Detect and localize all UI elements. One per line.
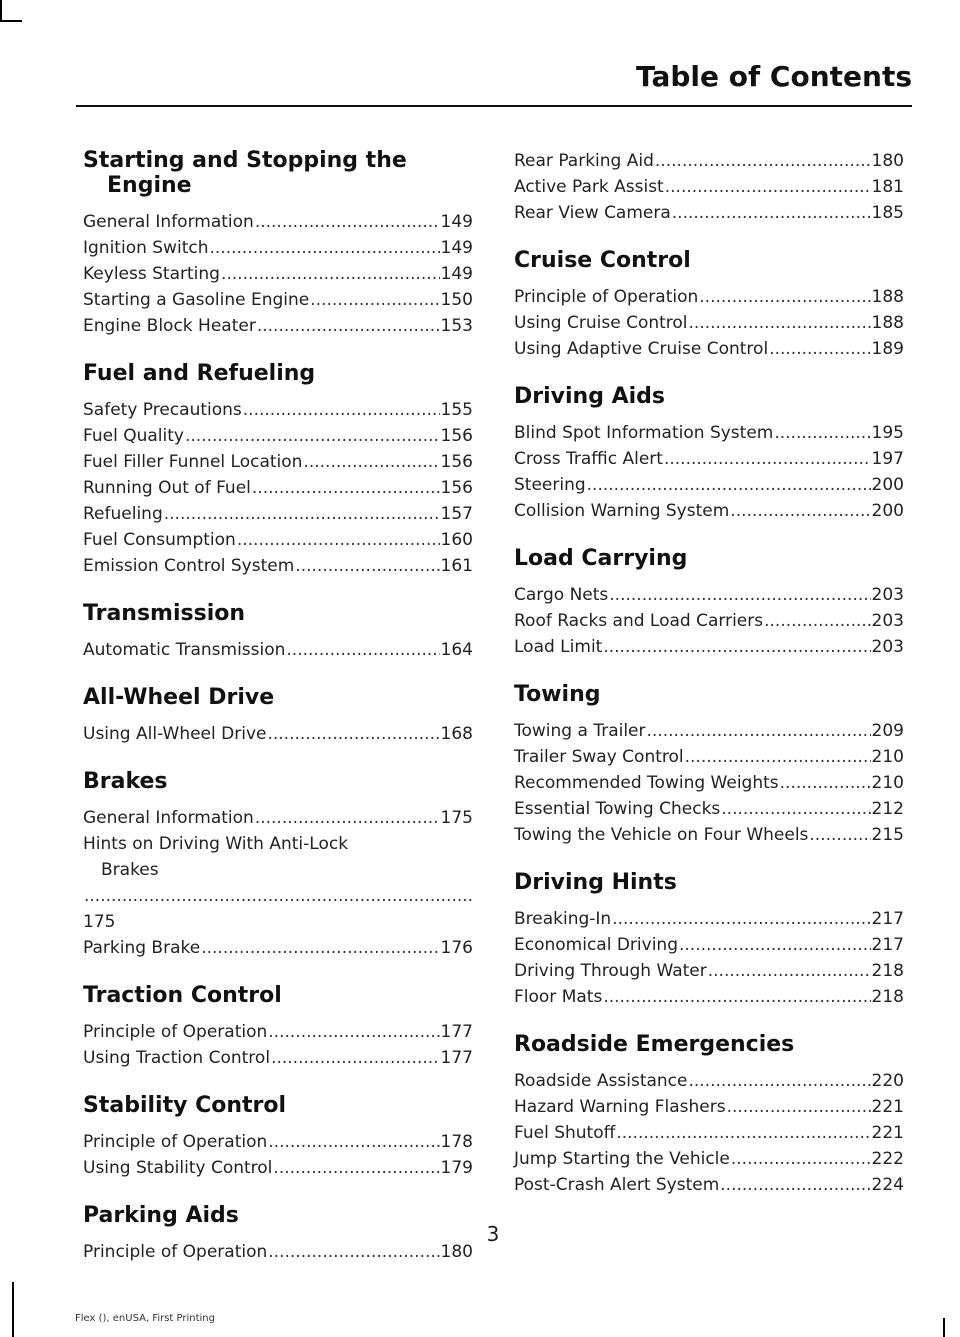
leader-dots <box>699 284 870 310</box>
entry-title: Fuel Filler Funnel Location <box>83 452 303 472</box>
entry-page: 203 <box>871 611 904 631</box>
leader-dots <box>609 582 870 608</box>
toc-section <box>514 1032 904 1198</box>
entry-page: 218 <box>871 987 904 1007</box>
entry-title: Using Adaptive Cruise Control <box>514 339 769 359</box>
leader-dots <box>664 446 871 472</box>
entry-title: General Information <box>83 212 254 232</box>
section-heading: Driving Aids <box>514 384 666 409</box>
entry-title: Towing the Vehicle on Four Wheels <box>514 825 809 845</box>
entry-title: Running Out of Fuel <box>83 478 251 498</box>
entry-page: 179 <box>440 1158 473 1178</box>
entry-title: Hints on Driving With Anti-Lock <box>83 834 349 854</box>
toc-entry[interactable] <box>83 423 473 449</box>
entry-title: Blind Spot Information System <box>514 423 774 443</box>
entry-title: Roof Racks and Load Carriers <box>514 611 764 631</box>
toc-section <box>83 148 473 339</box>
toc-entry[interactable] <box>514 336 904 362</box>
entry-title: Safety Precautions <box>83 400 242 420</box>
entry-page: 180 <box>440 1242 473 1262</box>
toc-entry[interactable] <box>83 1155 473 1181</box>
entry-page: 224 <box>871 1175 904 1195</box>
toc-entry[interactable] <box>514 770 904 796</box>
leader-dots <box>273 1155 439 1181</box>
entry-title: General Information <box>83 808 254 828</box>
section-heading: Starting and Stopping the Engine <box>83 148 407 198</box>
toc-entry[interactable] <box>83 1045 473 1071</box>
toc-entry[interactable] <box>514 744 904 770</box>
crop-mark-bottom-left-v <box>12 1282 14 1337</box>
leader-dots <box>201 935 439 961</box>
leader-dots <box>268 1129 439 1155</box>
entry-title: Trailer Sway Control <box>514 747 684 767</box>
toc-entry[interactable] <box>83 553 473 579</box>
toc-entry[interactable] <box>83 261 473 287</box>
toc-entry[interactable] <box>83 805 473 831</box>
entry-page: 176 <box>440 938 473 958</box>
entry-page: 178 <box>440 1132 473 1152</box>
entry-title: Driving Through Water <box>514 961 707 981</box>
entry-page: 217 <box>871 935 904 955</box>
entry-page: 164 <box>440 640 473 660</box>
entry-title: Emission Control System <box>83 556 295 576</box>
toc-section <box>83 601 473 663</box>
entry-page: 200 <box>871 475 904 495</box>
leader-dots <box>647 718 871 744</box>
entry-title: Rear Parking Aid <box>514 151 654 171</box>
entry-page: 185 <box>871 203 904 223</box>
toc-entry[interactable] <box>83 935 473 961</box>
leader-dots <box>665 174 871 200</box>
entry-title: Cross Traffic Alert <box>514 449 663 469</box>
entry-page: 155 <box>440 400 473 420</box>
toc-section <box>83 361 473 579</box>
entry-page: 200 <box>871 501 904 521</box>
entry-page: 149 <box>440 264 473 284</box>
entry-title: Economical Driving <box>514 935 678 955</box>
entry-page: 156 <box>440 478 473 498</box>
entry-page: 160 <box>440 530 473 550</box>
entry-page: 221 <box>871 1097 904 1117</box>
leader-dots <box>655 148 871 174</box>
entry-title: Fuel Quality <box>83 426 184 446</box>
toc-entry[interactable] <box>514 310 904 336</box>
toc-entry[interactable] <box>514 1094 904 1120</box>
entry-page: 153 <box>440 316 473 336</box>
section-heading: Load Carrying <box>514 546 688 571</box>
toc-entry[interactable] <box>83 287 473 313</box>
entry-title: Ignition Switch <box>83 238 209 258</box>
leader-dots <box>603 984 870 1010</box>
leader-dots <box>731 1146 871 1172</box>
entry-title: Cargo Nets <box>514 585 609 605</box>
toc-entry[interactable] <box>514 634 904 660</box>
entry-page: 175 <box>83 912 116 932</box>
entry-page: 181 <box>871 177 904 197</box>
entry-title: Principle of Operation <box>83 1132 268 1152</box>
toc-entry[interactable] <box>514 932 904 958</box>
toc-entry[interactable] <box>514 148 904 174</box>
toc-entry[interactable] <box>83 637 473 663</box>
toc-entry[interactable] <box>83 475 473 501</box>
leader-dots <box>780 770 871 796</box>
toc-entry[interactable] <box>83 501 473 527</box>
entry-title: Fuel Shutoff <box>514 1123 616 1143</box>
leader-dots <box>243 397 440 423</box>
toc-entry[interactable] <box>514 1068 904 1094</box>
leader-dots <box>774 420 870 446</box>
section-heading: Driving Hints <box>514 870 677 895</box>
toc-entry[interactable] <box>514 796 904 822</box>
entry-title: Collision Warning System <box>514 501 730 521</box>
section-heading: Traction Control <box>83 983 282 1008</box>
toc-entry[interactable] <box>514 1146 904 1172</box>
entry-page: 210 <box>871 747 904 767</box>
leader-dots <box>587 472 871 498</box>
toc-entry[interactable] <box>514 984 904 1010</box>
entry-title: Keyless Starting <box>83 264 220 284</box>
toc-entry[interactable] <box>514 174 904 200</box>
entry-page: 209 <box>871 721 904 741</box>
entry-page: 210 <box>871 773 904 793</box>
entry-page: 150 <box>440 290 473 310</box>
toc-entry[interactable] <box>83 209 473 235</box>
crop-mark-bottom-right-v <box>943 1318 945 1337</box>
toc-section <box>514 546 904 660</box>
entry-title: Engine Block Heater <box>83 316 256 336</box>
entry-page: 217 <box>871 909 904 929</box>
toc-right-column <box>514 148 904 1220</box>
leader-dots <box>255 209 440 235</box>
toc-entry[interactable] <box>514 446 904 472</box>
leader-dots <box>721 796 870 822</box>
entry-page: 156 <box>440 426 473 446</box>
crop-mark-top-left-v <box>0 0 2 22</box>
title-divider <box>76 105 912 107</box>
entry-title: Refueling <box>83 504 163 524</box>
toc-section <box>514 870 904 1010</box>
leader-dots <box>164 501 440 527</box>
leader-dots <box>679 932 871 958</box>
entry-title: Using Stability Control <box>83 1158 273 1178</box>
toc-section <box>83 685 473 747</box>
entry-page: 177 <box>440 1048 473 1068</box>
entry-page: 157 <box>440 504 473 524</box>
entry-title: Principle of Operation <box>83 1022 268 1042</box>
leader-dots <box>685 744 871 770</box>
toc-entry[interactable] <box>83 397 473 423</box>
entry-title: Post-Crash Alert System <box>514 1175 720 1195</box>
leader-dots <box>708 958 871 984</box>
leader-dots <box>185 423 440 449</box>
leader-dots <box>267 721 439 747</box>
leader-dots <box>257 313 440 339</box>
leader-dots <box>221 261 440 287</box>
entry-page: 220 <box>871 1071 904 1091</box>
entry-title: Recommended Towing Weights <box>514 773 779 793</box>
toc-entry[interactable] <box>514 200 904 226</box>
toc-entry[interactable] <box>514 822 904 848</box>
leader-dots <box>688 1068 870 1094</box>
leader-dots <box>769 336 870 362</box>
page-title: Table of Contents <box>635 60 912 93</box>
entry-page: 175 <box>440 808 473 828</box>
entry-title: Using Traction Control <box>83 1048 271 1068</box>
entry-title: Roadside Assistance <box>514 1071 688 1091</box>
section-heading: Cruise Control <box>514 248 691 273</box>
entry-title: Principle of Operation <box>514 287 699 307</box>
toc-entry[interactable] <box>83 1129 473 1155</box>
section-heading: Roadside Emergencies <box>514 1032 795 1057</box>
entry-title: Hazard Warning Flashers <box>514 1097 726 1117</box>
toc-entry[interactable] <box>83 831 473 935</box>
toc-section-continued <box>514 148 904 226</box>
entry-page: 188 <box>871 313 904 333</box>
toc-entry[interactable] <box>83 449 473 475</box>
entry-title: Automatic Transmission <box>83 640 286 660</box>
entry-title: Load Limit <box>514 637 603 657</box>
entry-title: Towing a Trailer <box>514 721 646 741</box>
leader-dots <box>252 475 440 501</box>
toc-entry[interactable] <box>83 313 473 339</box>
entry-title: Essential Towing Checks <box>514 799 721 819</box>
toc-section <box>514 248 904 362</box>
leader-dots <box>689 310 871 336</box>
toc-section <box>514 384 904 524</box>
toc-section <box>83 983 473 1071</box>
leader-dots <box>271 1045 439 1071</box>
leader-dots <box>727 1094 871 1120</box>
entry-page: 197 <box>871 449 904 469</box>
entry-page: 188 <box>871 287 904 307</box>
leader-dots <box>310 287 439 313</box>
leader-dots <box>303 449 439 475</box>
section-heading: Towing <box>514 682 601 707</box>
entry-title-continued: Brakes <box>101 860 159 880</box>
toc-entry[interactable] <box>514 906 904 932</box>
leader-dots <box>616 1120 870 1146</box>
toc-left-column <box>83 148 473 1287</box>
toc-entry[interactable] <box>514 582 904 608</box>
leader-dots <box>612 906 870 932</box>
leader-dots <box>295 553 439 579</box>
entry-title: Steering <box>514 475 586 495</box>
leader-dots <box>237 527 440 553</box>
toc-entry[interactable] <box>514 1120 904 1146</box>
entry-title: Principle of Operation <box>83 1242 268 1262</box>
entry-page: 203 <box>871 585 904 605</box>
toc-entry[interactable] <box>514 284 904 310</box>
crop-mark-top-left-h <box>0 20 22 22</box>
entry-page: 212 <box>871 799 904 819</box>
section-heading: Fuel and Refueling <box>83 361 316 386</box>
entry-title: Jump Starting the Vehicle <box>514 1149 730 1169</box>
leader-dots <box>672 200 871 226</box>
entry-page: 168 <box>440 724 473 744</box>
entry-title: Parking Brake <box>83 938 201 958</box>
entry-title: Using Cruise Control <box>514 313 688 333</box>
section-heading: All-Wheel Drive <box>83 685 275 710</box>
section-heading: Parking Aids <box>83 1203 239 1228</box>
entry-title: Breaking-In <box>514 909 612 929</box>
toc-entry[interactable] <box>514 958 904 984</box>
page-number: 3 <box>486 1222 500 1246</box>
section-heading: Stability Control <box>83 1093 287 1118</box>
leader-dots <box>209 235 439 261</box>
entry-title: Rear View Camera <box>514 203 671 223</box>
leader-dots <box>268 1019 439 1045</box>
entry-page: 203 <box>871 637 904 657</box>
leader-dots <box>286 637 439 663</box>
toc-section <box>83 769 473 961</box>
entry-page: 180 <box>871 151 904 171</box>
leader-dots <box>603 634 870 660</box>
toc-entry[interactable] <box>83 1019 473 1045</box>
leader-dots <box>720 1172 870 1198</box>
toc-entry[interactable] <box>83 235 473 261</box>
toc-section <box>83 1093 473 1181</box>
entry-page: 195 <box>871 423 904 443</box>
entry-page: 161 <box>440 556 473 576</box>
section-heading: Transmission <box>83 601 246 626</box>
entry-page: 149 <box>440 238 473 258</box>
entry-page: 222 <box>871 1149 904 1169</box>
entry-title: Floor Mats <box>514 987 603 1007</box>
entry-page: 149 <box>440 212 473 232</box>
leader-dots <box>255 805 440 831</box>
toc-entry[interactable] <box>514 718 904 744</box>
toc-entry[interactable] <box>514 608 904 634</box>
toc-entry[interactable] <box>514 1172 904 1198</box>
entry-page: 218 <box>871 961 904 981</box>
entry-title: Active Park Assist <box>514 177 664 197</box>
entry-title: Fuel Consumption <box>83 530 236 550</box>
entry-title: Using All-Wheel Drive <box>83 724 267 744</box>
section-heading: Brakes <box>83 769 168 794</box>
footer-printing-info: Flex (), enUSA, First Printing <box>75 1313 215 1324</box>
toc-entry[interactable] <box>83 721 473 747</box>
toc-entry[interactable] <box>514 420 904 446</box>
entry-title: Starting a Gasoline Engine <box>83 290 310 310</box>
toc-entry[interactable] <box>83 527 473 553</box>
entry-page: 177 <box>440 1022 473 1042</box>
entry-page: 156 <box>440 452 473 472</box>
leader-dots <box>730 498 870 524</box>
leader-dots <box>84 883 472 909</box>
toc-entry[interactable] <box>514 472 904 498</box>
toc-entry[interactable] <box>514 498 904 524</box>
entry-page: 221 <box>871 1123 904 1143</box>
leader-dots <box>764 608 870 634</box>
toc-section <box>514 682 904 848</box>
entry-page: 215 <box>871 825 904 845</box>
entry-page: 189 <box>871 339 904 359</box>
leader-dots <box>809 822 870 848</box>
